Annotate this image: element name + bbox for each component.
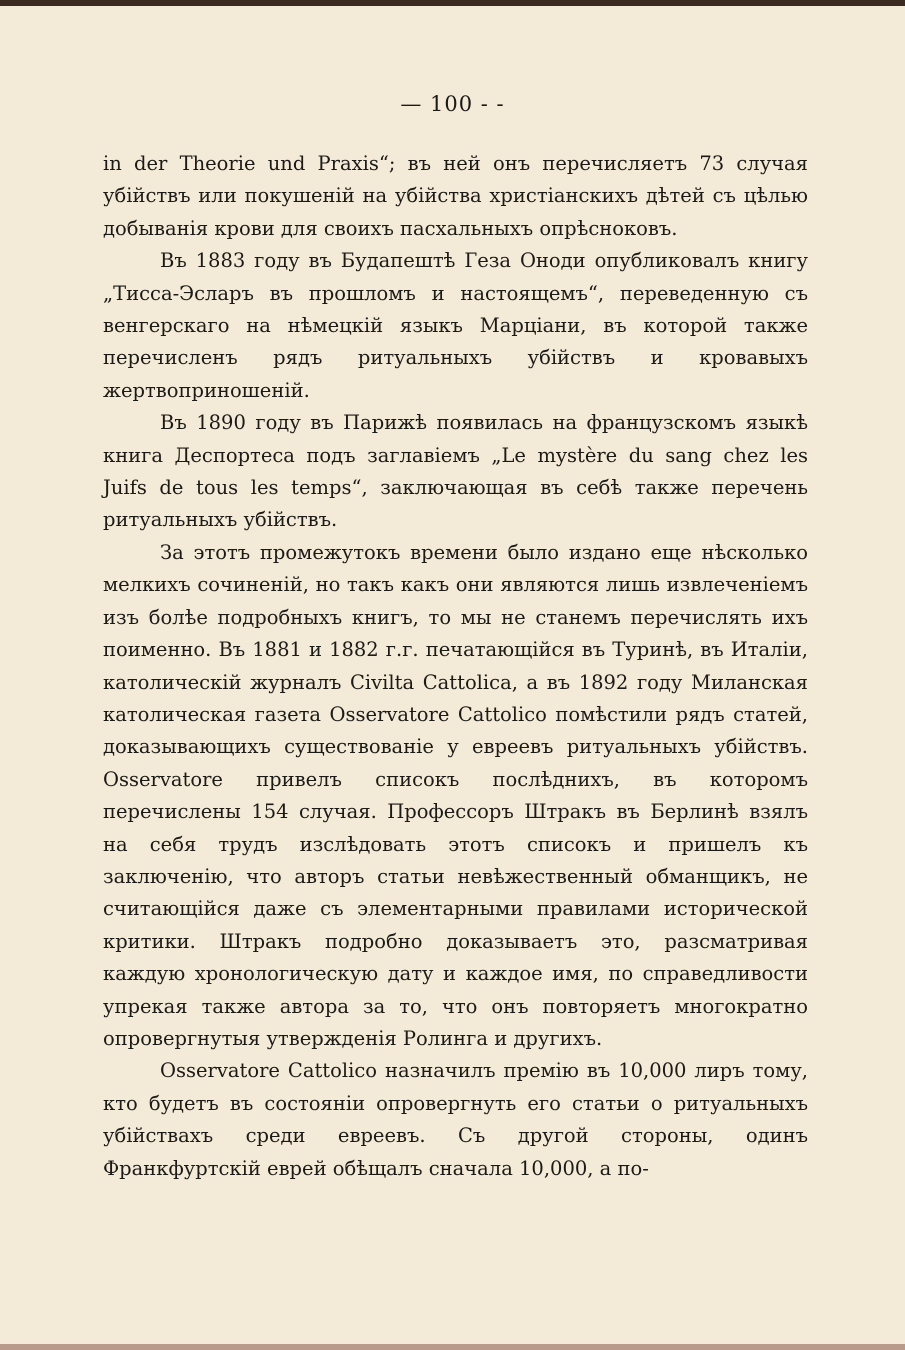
paragraph: Въ 1890 году въ Парижѣ появилась на французскомъ языкѣ книга Деспортеса подъ заглавіемъ „Le mystère du sang chez les Juifs de tous les temps“, заключающая въ себѣ также перечень ритуальныхъ убійствъ. <box>103 411 808 532</box>
paragraph: За этотъ промежутокъ времени было издано еще нѣсколько мелкихъ сочиненій, но такъ какъ они являются лишь извлеченіемъ изъ болѣе подробныхъ книгъ, то мы не станемъ перечислять ихъ поименно. Въ 1881 и 1882 г.г. печатающійся въ Туринѣ, въ Италіи, католическій журналъ Civilta Cattolica, а въ 1892 году Миланская католическая газета Osservatore Cattolico помѣстили рядъ статей, доказывающихъ существованіе у евреевъ ритуальныхъ убійствъ. Osservatore привелъ списокъ послѣднихъ, въ которомъ перечислены 154 случая. Профессоръ Штракъ въ Берлинѣ взялъ на себя трудъ изслѣдовать этотъ списокъ и пришелъ къ заключенію, что авторъ статьи невѣжественный обманщикъ, не считающійся даже съ элементарными правилами исторической критики. Штракъ подробно доказываетъ это, разсматривая каждую хронологическую дату и каждое имя, по справедливости упрекая также автора за то, что онъ повторяетъ многократно опровергнутыя утвержденія Ролинга и другихъ. <box>103 540 808 1050</box>
paragraph-continuation: in der Theorie und Praxis“; въ ней онъ перечисляетъ 73 случая убійствъ или покушеній на убійства христіанскихъ дѣтей съ цѣлью добыванія крови для своихъ пасхальныхъ опрѣсноковъ. <box>103 152 808 240</box>
page-number: — 100 - - <box>400 92 505 116</box>
page-top-edge <box>0 0 905 6</box>
page-bottom-edge <box>0 1344 905 1350</box>
body-text <box>103 148 808 1185</box>
paragraph: Въ 1883 году въ Будапештѣ Геза Оноди опубликовалъ книгу „Тисса-Эсларъ въ прошломъ и настоящемъ“, переведенную съ венгерскаго на нѣмецкій языкъ Марціани, въ которой также перечисленъ рядъ ритуальныхъ убійствъ и кровавыхъ жертвоприношеній. <box>103 249 808 402</box>
paragraph: Osservatore Cattolico назначилъ премію въ 10,000 лиръ тому, кто будетъ въ состояніи опровергнуть его статьи о ритуальныхъ убійствахъ среди евреевъ. Съ другой стороны, одинъ Франкфуртскій еврей обѣщалъ сначала 10,000, а по- <box>103 1059 808 1180</box>
